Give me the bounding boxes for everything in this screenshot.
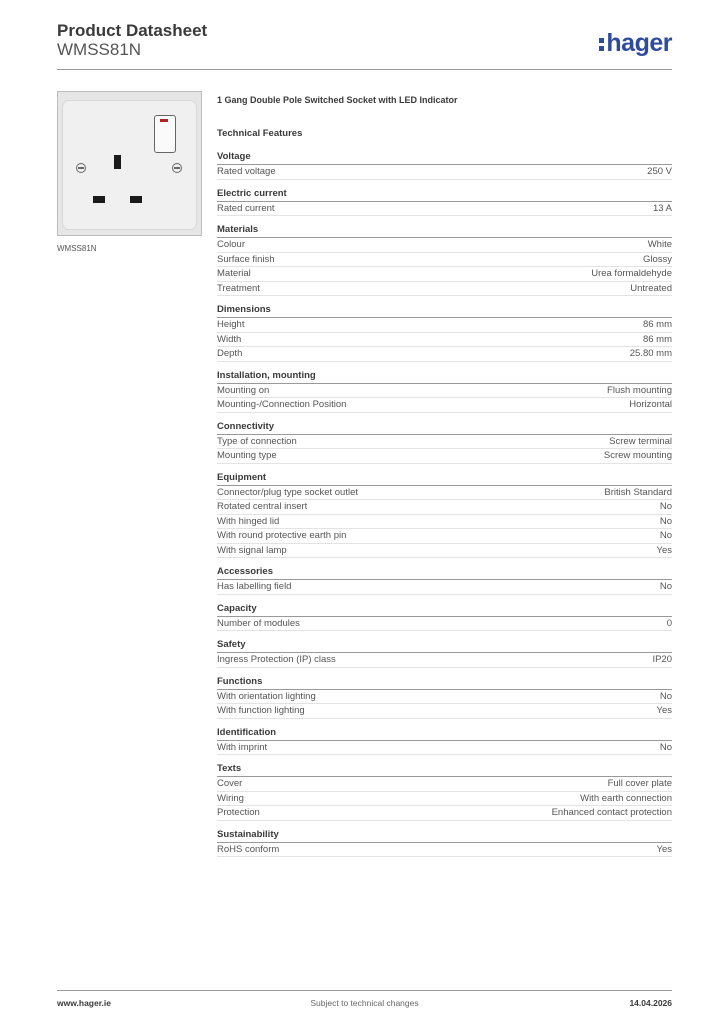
screw-left-icon [76,163,86,173]
feature-row [217,529,672,544]
feature-label: Ingress Protection (IP) class [217,654,336,665]
feature-value: Untreated [630,282,672,294]
group-title: Equipment [217,472,672,486]
product-title: 1 Gang Double Pole Switched Socket with LED Indicator [217,95,458,105]
feature-label: Connector/plug type socket outlet [217,486,359,498]
group-title: Functions [217,676,672,690]
feature-row [217,398,672,413]
group-title: Dimensions [217,304,672,318]
feature-label: Rated voltage [217,166,276,177]
footer-notice: Subject to technical changes [310,998,419,1008]
feature-label: Mounting on [217,384,270,396]
feature-value: Glossy [642,253,672,265]
feature-value: 250 V [647,166,672,177]
feature-label: Mounting-/Connection Position [217,399,347,410]
brand-name: hager [606,29,672,57]
feature-value: Yes [656,544,672,556]
rocker-switch-graphic [154,115,176,153]
socket-plate-graphic [63,101,196,229]
feature-value: No [659,690,672,702]
feature-value: Screw mounting [603,450,672,461]
feature-label: Height [217,319,245,330]
feature-row [217,792,672,807]
feature-group [217,370,672,413]
technical-content [217,95,672,865]
feature-groups [217,151,672,857]
feature-value: White [647,239,672,250]
group-title: Sustainability [217,829,672,843]
feature-row [217,318,672,333]
feature-group [217,188,672,217]
earth-pin-slot [114,155,121,169]
feature-group [217,676,672,719]
feature-value: Screw terminal [609,435,672,447]
feature-row [217,690,672,705]
feature-label: With imprint [217,741,268,753]
feature-label: Type of connection [217,435,297,447]
product-code: WMSS81N [57,40,142,59]
group-title: Connectivity [217,421,672,435]
group-title: Electric current [217,188,672,202]
feature-row [217,777,672,792]
feature-group [217,472,672,559]
feature-label: Colour [217,239,245,250]
feature-row [217,449,672,464]
feature-value: No [659,530,672,541]
feature-row [217,617,672,632]
feature-group [217,224,672,296]
feature-row [217,544,672,559]
logo-colon-icon [599,34,604,53]
feature-value: 86 mm [642,333,672,345]
feature-value: IP20 [652,654,672,665]
feature-value: 25.80 mm [629,348,672,359]
feature-label: Has labelling field [217,581,292,592]
product-image [57,91,202,236]
feature-group [217,763,672,821]
feature-value: Enhanced contact protection [551,807,672,818]
hager-logo [599,29,672,58]
feature-group [217,829,672,858]
feature-label: Protection [217,807,260,818]
feature-value: 0 [666,617,672,629]
feature-group [217,304,672,362]
feature-row [217,435,672,450]
feature-group [217,727,672,756]
feature-row [217,267,672,282]
feature-label: RoHS conform [217,843,280,855]
feature-group [217,421,672,464]
footer-website: www.hager.ie [57,998,112,1008]
feature-row [217,202,672,217]
feature-label: With signal lamp [217,544,287,556]
feature-label: Treatment [217,282,260,294]
group-title: Texts [217,763,672,777]
feature-label: Cover [217,778,243,789]
feature-value: 13 A [652,202,672,214]
feature-value: No [659,501,672,512]
feature-group [217,566,672,595]
feature-value: Full cover plate [607,778,672,789]
feature-value: British Standard [604,486,672,498]
feature-value: No [659,741,672,753]
feature-value: Flush mounting [607,384,672,396]
feature-label: With hinged lid [217,515,280,527]
group-title: Capacity [217,603,672,617]
feature-row [217,165,672,180]
footer-date: 14.04.2026 [629,998,672,1008]
group-title: Voltage [217,151,672,165]
feature-row [217,515,672,530]
feature-row [217,500,672,515]
feature-value: 86 mm [642,319,672,330]
feature-row [217,806,672,821]
feature-row [217,282,672,297]
group-title: Safety [217,639,672,653]
group-title: Installation, mounting [217,370,672,384]
page-header [57,20,672,70]
feature-group [217,639,672,668]
feature-row [217,253,672,268]
group-title: Identification [217,727,672,741]
feature-label: Width [217,333,242,345]
feature-label: Material [217,268,251,279]
footer-divider [57,990,672,991]
group-title: Accessories [217,566,672,580]
page-footer [57,998,672,1012]
feature-value: No [659,581,672,592]
group-title: Materials [217,224,672,238]
feature-row [217,741,672,756]
feature-row [217,384,672,399]
feature-row [217,704,672,719]
document-title: Product Datasheet [57,21,208,40]
feature-value: Urea formaldehyde [591,268,672,279]
feature-value: Yes [656,843,672,855]
feature-label: With round protective earth pin [217,530,347,541]
neutral-pin-slot [93,196,105,203]
section-title: Technical Features [217,128,303,139]
feature-group [217,151,672,180]
feature-row [217,843,672,858]
feature-label: With function lighting [217,705,305,716]
feature-label: Surface finish [217,253,275,265]
led-indicator-graphic [160,119,168,122]
feature-row [217,653,672,668]
feature-row [217,347,672,362]
feature-value: Horizontal [629,399,672,410]
live-pin-slot [130,196,142,203]
feature-row [217,486,672,501]
feature-group [217,603,672,632]
image-caption: WMSS81N [57,244,97,253]
feature-value: With earth connection [580,792,672,804]
feature-row [217,333,672,348]
feature-label: Mounting type [217,450,277,461]
feature-value: No [659,515,672,527]
header-divider [57,69,672,70]
screw-right-icon [172,163,182,173]
feature-value: Yes [656,705,672,716]
feature-label: Wiring [217,792,244,804]
feature-label: Depth [217,348,243,359]
feature-label: Rated current [217,202,275,214]
feature-row [217,238,672,253]
feature-row [217,580,672,595]
feature-label: With orientation lighting [217,690,316,702]
feature-label: Rotated central insert [217,501,308,512]
feature-label: Number of modules [217,617,300,629]
